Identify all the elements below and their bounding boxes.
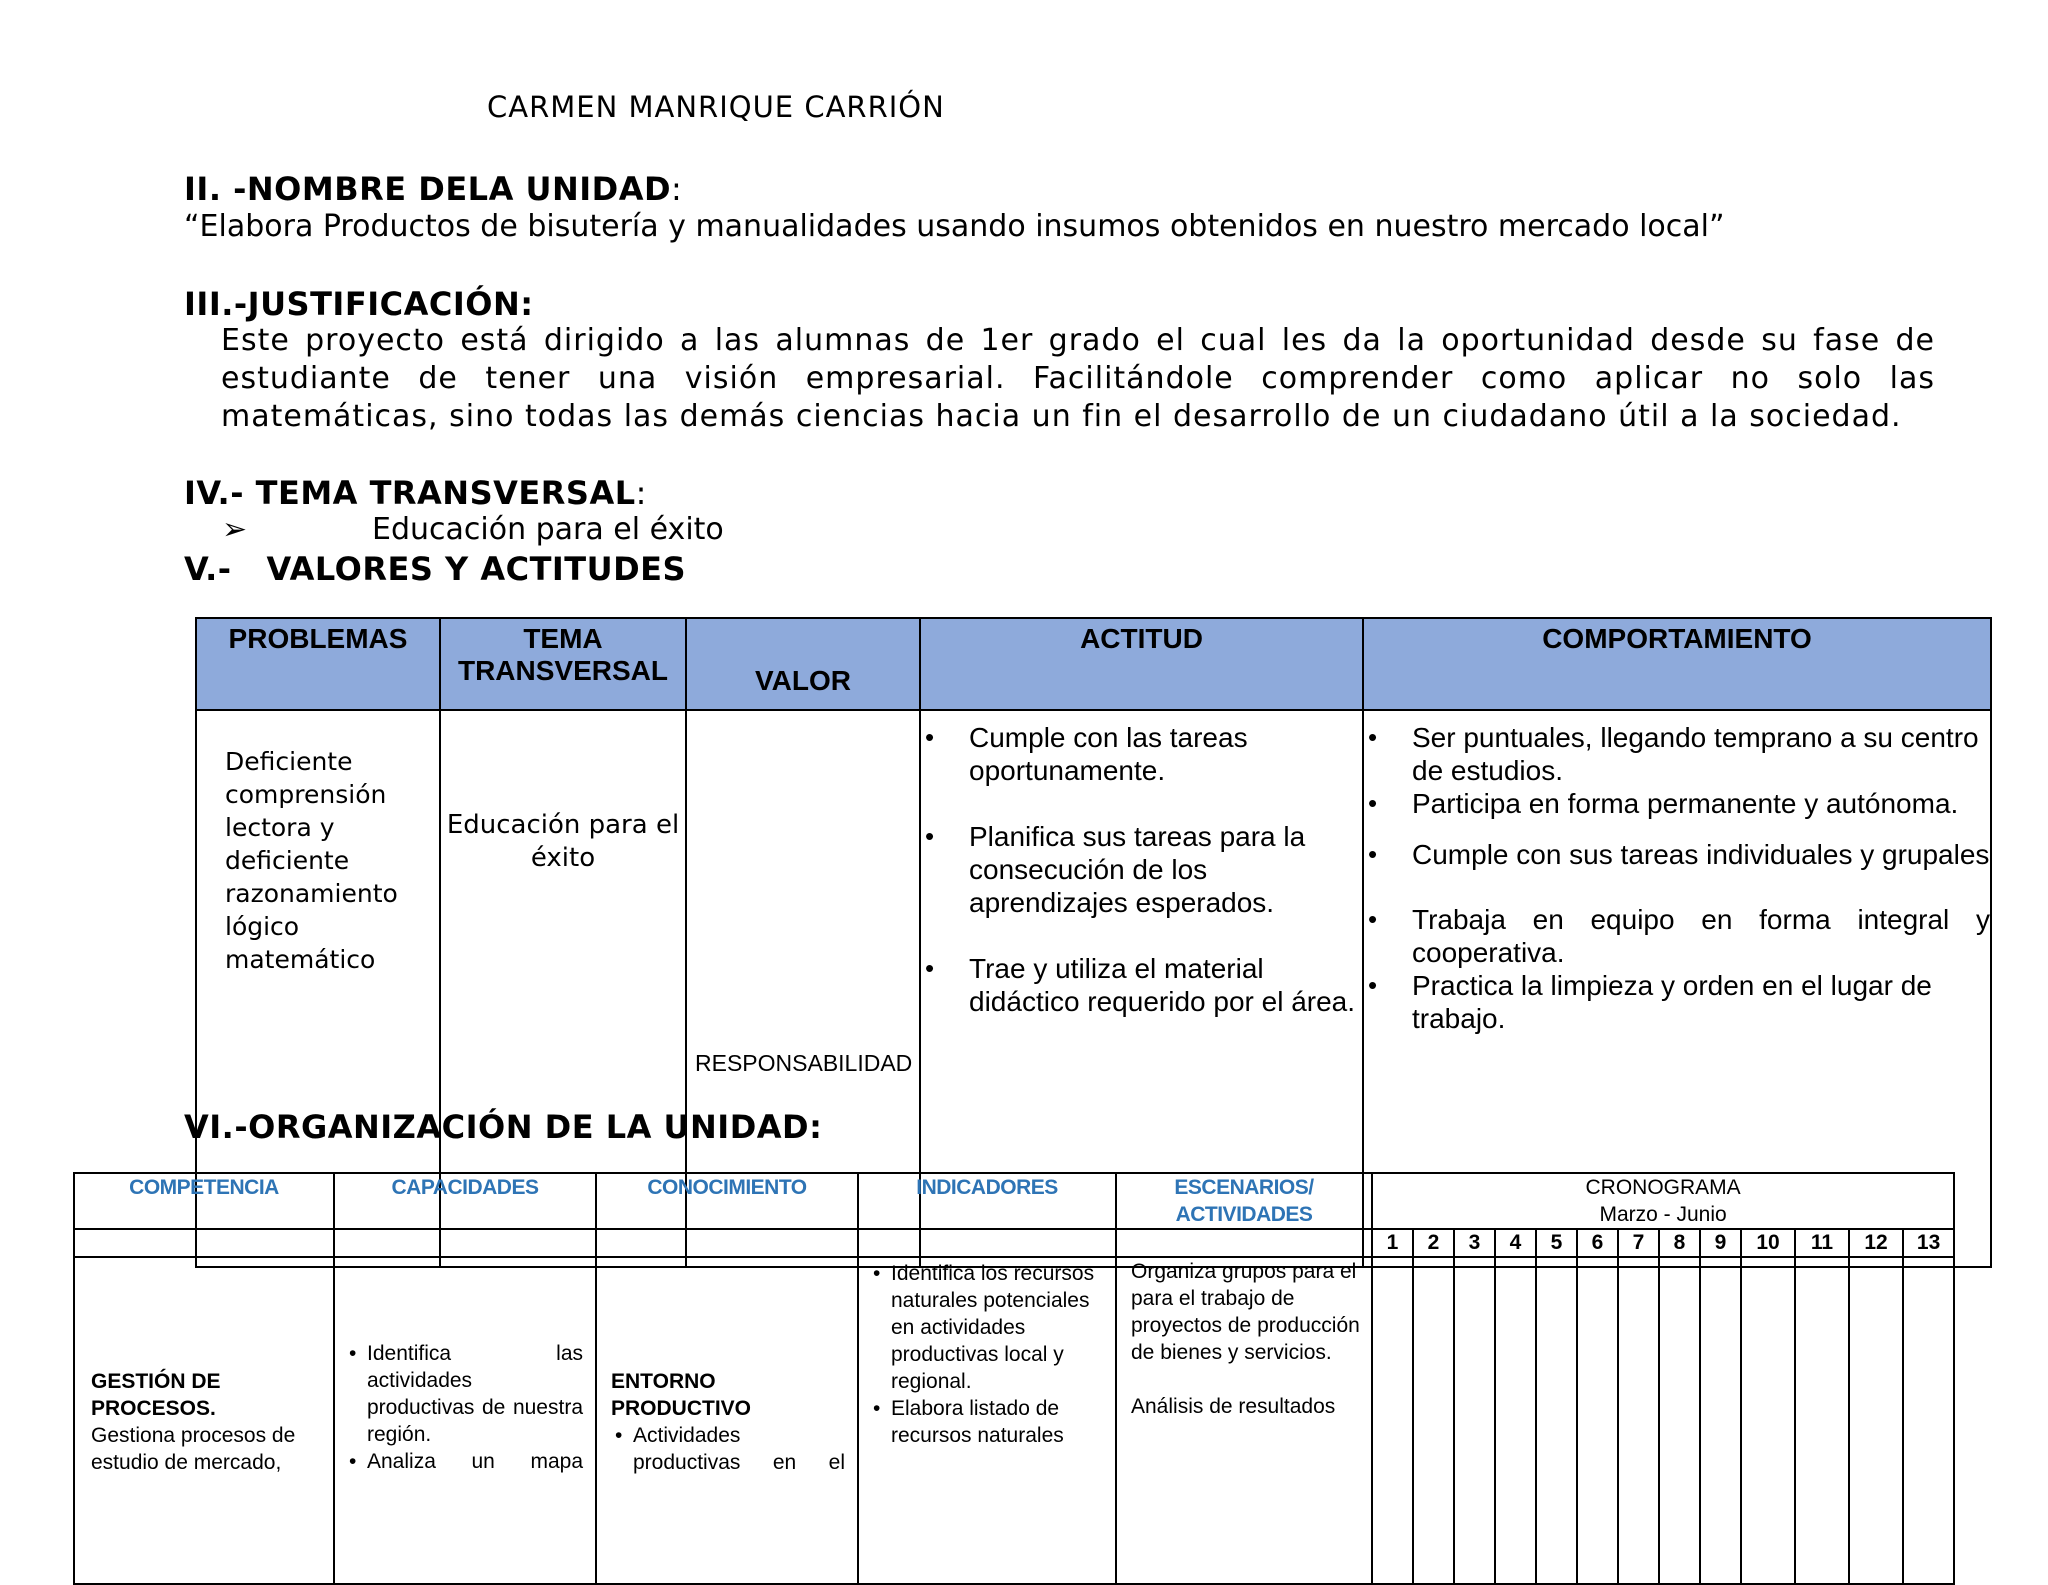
section-4-heading: IV.- TEMA TRANSVERSAL: — [184, 474, 647, 512]
list-item: • Participa en forma permanente y autónoma. — [1364, 787, 1990, 820]
week-cell — [1903, 1257, 1954, 1584]
values-table-header — [196, 618, 1991, 710]
escenarios-text-2: Análisis de resultados — [1131, 1395, 1336, 1418]
organization-table — [73, 1172, 1955, 1585]
header-escenarios: ESCENARIOS/ ACTIVIDADES — [1116, 1173, 1372, 1229]
list-item: • Trabaja en equipo en forma integral y cooperativa. — [1364, 903, 1990, 969]
week-cell — [1741, 1257, 1795, 1584]
week-cell — [1849, 1257, 1903, 1584]
list-item: • Identifica las actividades productivas de nuestra región. — [349, 1340, 583, 1448]
problem-cell: Deficiente comprensión lectora y deficiente razonamiento lógico matemático — [196, 710, 440, 1267]
competencia-cell — [74, 1257, 334, 1584]
week-number: 10 — [1741, 1229, 1795, 1257]
org-body-row — [74, 1257, 1954, 1584]
header-conocimiento: CONOCIMIENTO — [596, 1173, 858, 1229]
list-item: • Analiza un mapa — [349, 1448, 583, 1475]
competencia-text: Gestiona procesos de estudio de mercado, — [91, 1424, 296, 1474]
list-item: • Practica la limpieza y orden en el lugar de trabajo. — [1364, 969, 1990, 1035]
header-cronograma — [1372, 1173, 1954, 1229]
conocimiento-cell — [596, 1257, 858, 1584]
arrow-bullet-icon: ➢ — [222, 512, 248, 547]
week-cell — [1536, 1257, 1577, 1584]
transversal-bullet — [222, 512, 724, 547]
week-cell — [1659, 1257, 1700, 1584]
week-number: 2 — [1413, 1229, 1454, 1257]
week-cell — [1454, 1257, 1495, 1584]
conocimiento-title: ENTORNO PRODUCTIVO — [611, 1370, 752, 1420]
header-valor: VALOR — [686, 618, 920, 710]
list-item: • Elabora listado de recursos naturales — [873, 1395, 1103, 1449]
cronograma-title: CRONOGRAMA — [1585, 1176, 1741, 1199]
week-cell — [1795, 1257, 1849, 1584]
list-item: • Planifica sus tareas para la consecución de los aprendizajes esperados. — [921, 820, 1362, 919]
week-number: 5 — [1536, 1229, 1577, 1257]
header-capacidades: CAPACIDADES — [334, 1173, 596, 1229]
week-number: 7 — [1618, 1229, 1659, 1257]
values-table — [195, 617, 1992, 1268]
week-number: 8 — [1659, 1229, 1700, 1257]
org-weeks-row — [74, 1229, 1954, 1257]
week-number: 13 — [1903, 1229, 1954, 1257]
transversal-theme: Educación para el éxito — [372, 512, 724, 547]
week-number: 4 — [1495, 1229, 1536, 1257]
header-comportamiento: COMPORTAMIENTO — [1363, 618, 1991, 710]
week-cell — [1413, 1257, 1454, 1584]
tema-cell: Educación para el éxito — [440, 710, 686, 1267]
section-5-heading: V.- VALORES Y ACTITUDES — [184, 550, 687, 588]
list-item: • Cumple con las tareas oportunamente. — [921, 721, 1362, 787]
list-item: • Ser puntuales, llegando temprano a su centro de estudios. — [1364, 721, 1990, 787]
cronograma-period: Marzo - Junio — [1599, 1203, 1727, 1226]
week-number: 11 — [1795, 1229, 1849, 1257]
week-number: 12 — [1849, 1229, 1903, 1257]
list-item: • Identifica los recursos naturales potenciales en actividades productivas local y regional. — [873, 1260, 1103, 1395]
header-indicadores: INDICADORES — [858, 1173, 1116, 1229]
header-competencia: COMPETENCIA — [74, 1173, 334, 1229]
section-2-heading: II. -NOMBRE DELA UNIDAD: — [184, 170, 683, 208]
competencia-title: GESTIÓN DE PROCESOS. — [91, 1370, 221, 1420]
week-number: 9 — [1700, 1229, 1741, 1257]
week-cell — [1700, 1257, 1741, 1584]
escenarios-text: Organiza grupos para el para el trabajo de proyectos de producción de bienes y servicios. — [1131, 1260, 1360, 1364]
org-header-row — [74, 1173, 1954, 1229]
escenarios-cell — [1116, 1257, 1372, 1584]
header-actitud: ACTITUD — [920, 618, 1363, 710]
list-item: • Actividades productivas en el — [615, 1422, 845, 1476]
header-tema: TEMA TRANSVERSAL — [440, 618, 686, 710]
capacidades-cell — [334, 1257, 596, 1584]
week-number: 6 — [1577, 1229, 1618, 1257]
list-item: • Cumple con sus tareas individuales y grupales — [1364, 838, 1990, 871]
week-number: 3 — [1454, 1229, 1495, 1257]
justification-text: Este proyecto está dirigido a las alumnas de 1er grado el cual les da la oportunidad desde su fase de estudiante de tener una visión empresarial. Facilitándole comprender como aplicar no solo las matemáticas, sino todas las demás ciencias hacia un fin el desarrollo de un ciudadano útil a la sociedad. — [221, 323, 1935, 434]
week-cell — [1577, 1257, 1618, 1584]
list-item: • Trae y utiliza el material didáctico requerido por el área. — [921, 952, 1362, 1018]
unit-name: “Elabora Productos de bisutería y manualidades usando insumos obtenidos en nuestro mercado local” — [184, 209, 1725, 244]
week-cell — [1495, 1257, 1536, 1584]
week-cell — [1372, 1257, 1413, 1584]
section-3-heading: III.-JUSTIFICACIÓN: — [184, 285, 534, 323]
week-cell — [1618, 1257, 1659, 1584]
week-number: 1 — [1372, 1229, 1413, 1257]
author-name: CARMEN MANRIQUE CARRIÓN — [487, 90, 945, 124]
indicadores-cell — [858, 1257, 1116, 1584]
header-problemas: PROBLEMAS — [196, 618, 440, 710]
section-6-heading: VI.-ORGANIZACIÓN DE LA UNIDAD: — [184, 1108, 823, 1146]
valor-cell: RESPONSABILIDAD — [686, 710, 920, 1267]
